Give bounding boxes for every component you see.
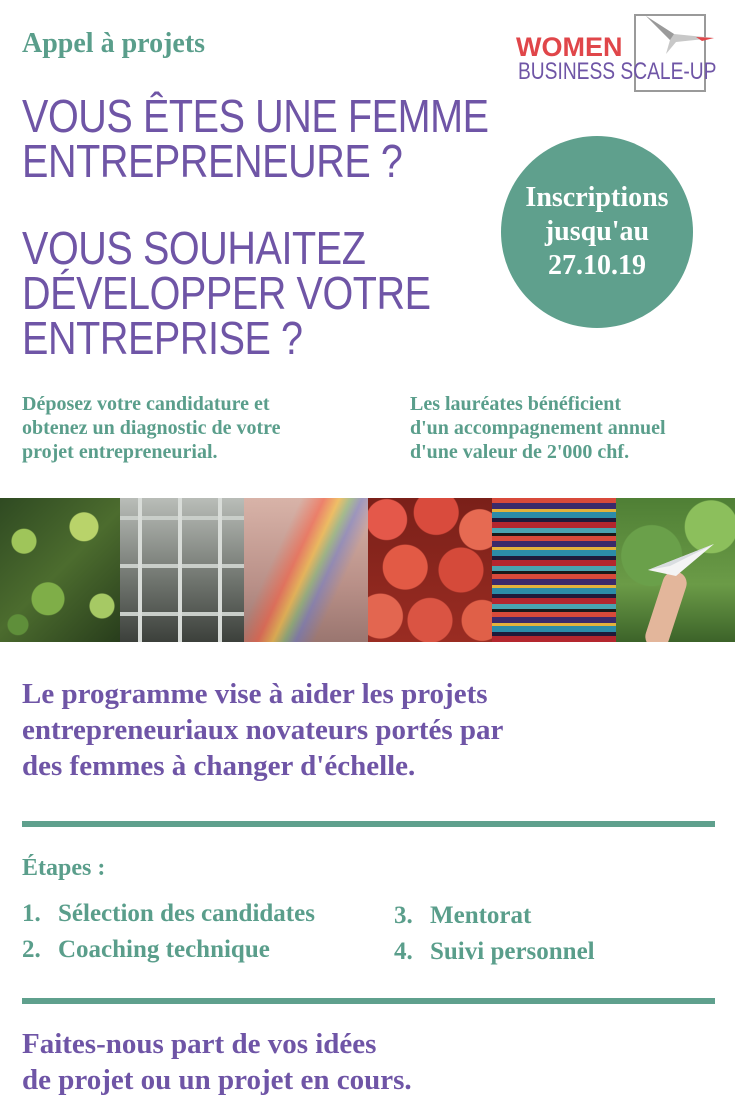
step-item: 4. Suivi personnel: [394, 938, 595, 965]
intro-apply-text: Déposez votre candidature et obtenez un diagnostic de votre projet entrepreneurial.: [22, 393, 281, 463]
logo-women-text: WOMEN: [516, 32, 623, 62]
photo-textiles: [492, 498, 616, 642]
headline-question-2: VOUS SOUHAITEZ DÉVELOPPER VOTRE ENTREPRISE ?: [22, 222, 431, 364]
step-item: 1. Sélection des candidates: [22, 900, 315, 927]
photo-strip: [0, 498, 735, 642]
divider-bottom: [22, 998, 715, 1004]
photo-leaves: [0, 498, 120, 642]
logo-business-scale-up-text: BUSINESS SCALE-UP: [518, 58, 717, 85]
steps-heading: Étapes :: [22, 855, 106, 881]
registration-deadline-badge: Inscriptions jusqu'au 27.10.19: [501, 136, 693, 328]
photo-paper-plane: [616, 498, 735, 642]
step-item: 2. Coaching technique: [22, 936, 270, 963]
divider-top: [22, 821, 715, 827]
women-business-scale-up-logo: [516, 8, 716, 94]
program-description: Le programme vise à aider les projets entrepreneuriaux novateurs portés par des femmes à changer d'échelle.: [22, 678, 504, 782]
headline-question-1: VOUS ÊTES UNE FEMME ENTREPRENEURE ?: [22, 90, 489, 187]
call-for-projects-label: Appel à projets: [22, 28, 206, 59]
photo-rainbow-light: [244, 498, 368, 642]
intro-benefits-text: Les lauréates bénéficient d'un accompagnement annuel d'une valeur de 2'000 chf.: [410, 393, 666, 463]
paper-plane-icon: [646, 540, 716, 580]
photo-scaffolding: [120, 498, 244, 642]
step-item: 3. Mentorat: [394, 902, 532, 929]
photo-apples: [368, 498, 492, 642]
bird-icon: [636, 8, 716, 58]
call-to-action: Faites-nous part de vos idées de projet ou un projet en cours.: [22, 1028, 412, 1096]
